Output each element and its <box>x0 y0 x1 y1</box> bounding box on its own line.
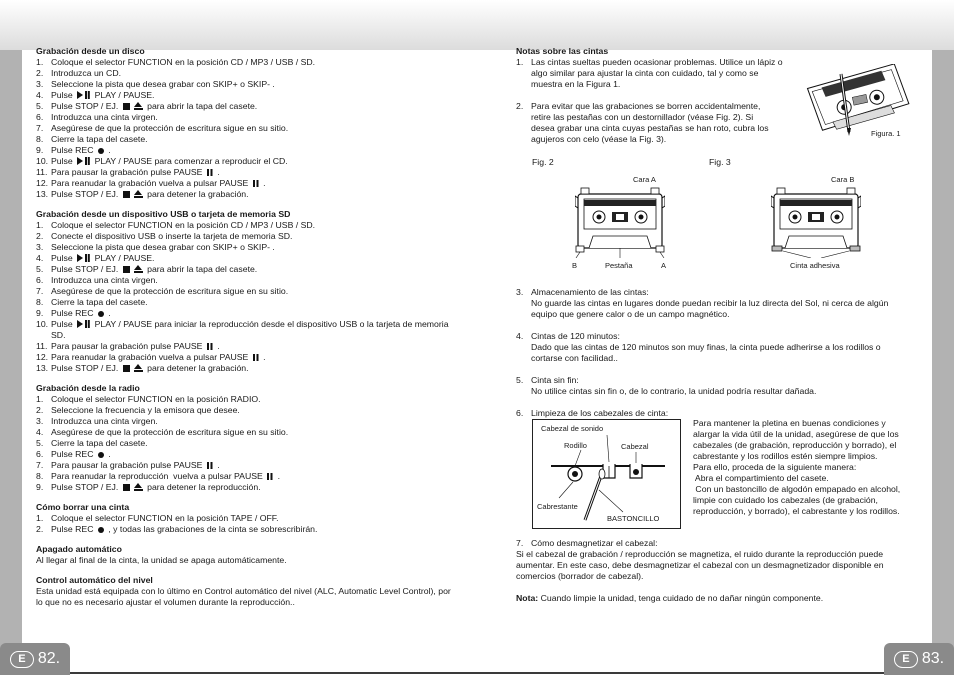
right-notes-end <box>516 538 916 604</box>
list-item <box>36 79 456 90</box>
list-text <box>51 363 456 374</box>
page-number-right <box>884 643 954 675</box>
list-number: 8. <box>36 471 44 481</box>
list-text <box>51 264 456 275</box>
list-number: 6. <box>36 275 44 285</box>
header-band <box>0 0 954 50</box>
list-text <box>51 57 456 68</box>
list-number: 1. <box>36 513 44 523</box>
list-text <box>51 253 456 264</box>
list-item <box>36 460 456 471</box>
list-item <box>36 363 456 374</box>
list-text <box>51 231 456 242</box>
list-item <box>36 297 456 308</box>
text-run: Pulse REC <box>51 524 96 534</box>
list-number: 4. <box>36 253 44 263</box>
note-3-text: No guarde las cintas en lugares donde puedan recibir la luz directa del Sol, ni cerca de algún equipo que genere calor o de un campo magnético. <box>531 298 889 319</box>
eject-icon <box>134 364 143 372</box>
list-text <box>51 156 456 167</box>
left-page-content <box>36 46 456 608</box>
list-text <box>51 513 456 524</box>
list-item <box>36 68 456 79</box>
text-run: Asegúrese de que la protección de escritura sigue en su sitio. <box>51 123 289 133</box>
list-number: 1. <box>36 220 44 230</box>
list-number: 12. <box>36 178 49 188</box>
list-number: 11. <box>36 167 48 177</box>
text-run: PLAY / PAUSE para comenzar a reproducir el CD. <box>92 156 288 166</box>
list-number: 7. <box>36 460 44 470</box>
list-number: 7. <box>36 123 44 133</box>
list-item <box>36 394 456 405</box>
section-title: Cómo borrar una cinta <box>36 502 130 512</box>
stop-icon <box>123 191 130 198</box>
text-run: . <box>105 145 111 155</box>
text-run: Cierre la tapa del casete. <box>51 134 148 144</box>
text-run: Asegúrese de que la protección de escritura sigue en su sitio. <box>51 286 289 296</box>
figure-1-cassette-pencil <box>805 64 915 139</box>
text-run: para abrir la tapa del casete. <box>144 264 258 274</box>
text-run: Pulse STOP / EJ. <box>51 482 121 492</box>
text-run: Pulse REC <box>51 145 96 155</box>
list-item <box>36 438 456 449</box>
notes-title: Notas sobre las cintas <box>516 46 609 56</box>
note-6-line: Para ello, proceda de la siguiente manera: <box>693 462 857 472</box>
list-number: 13. <box>36 189 49 199</box>
note-4-text: Dado que las cintas de 120 minutos son muy finas, la cinta puede adherirse a los rodillos o cortarse con facilidad.. <box>531 342 881 363</box>
text-run: Seleccione la frecuencia y la emisora que desee. <box>51 405 240 415</box>
stop-icon <box>123 103 130 110</box>
list-text <box>51 405 456 416</box>
list-number: 2. <box>36 231 44 241</box>
list-text <box>51 449 456 460</box>
text-run: Seleccione la pista que desea grabar con SKIP+ o SKIP- . <box>51 79 275 89</box>
note-5-text: No utilice cintas sin fin o, de lo contrario, la unidad podría resultar dañada. <box>531 386 817 396</box>
list-item <box>36 352 456 363</box>
list-text <box>51 308 456 319</box>
text-run: Pulse STOP / EJ. <box>51 363 121 373</box>
section-paragraph: Al llegar al final de la cinta, la unidad se apaga automáticamente. <box>36 555 287 565</box>
note-6-line: cabrestante y los rodillos estén siempre limpios. <box>693 451 878 461</box>
list-item <box>36 513 456 524</box>
list-text <box>51 275 456 286</box>
text-run: Pulse STOP / EJ. <box>51 189 121 199</box>
list-text <box>51 178 456 189</box>
nota <box>516 593 916 604</box>
note-6-line: Para mantener la pletina en buenas condiciones y <box>693 418 886 428</box>
list-item <box>36 286 456 297</box>
text-run: Conecte el dispositivo USB o inserte la tarjeta de memoria SD. <box>51 231 293 241</box>
pause-icon <box>207 343 213 350</box>
eject-icon <box>134 102 143 110</box>
fig3-label-cinta-adhesiva: Cinta adhesiva <box>790 261 840 270</box>
list-text <box>51 438 456 449</box>
list-number: 3. <box>36 79 44 89</box>
note-6-line: Con un bastoncillo de algodón empapado en alcohol, <box>693 484 901 494</box>
list-item <box>36 242 456 253</box>
stop-icon <box>123 484 130 491</box>
list-text <box>51 134 456 145</box>
list-text <box>51 297 456 308</box>
list-item <box>36 482 456 493</box>
list-item <box>36 220 456 231</box>
play-pause-icon <box>77 254 90 262</box>
list-item <box>36 275 456 286</box>
list-text <box>51 286 456 297</box>
note-4: 4. Cintas de 120 minutos: <box>516 331 620 341</box>
fig2-label-b: B <box>572 261 578 270</box>
left-margin-bar <box>0 50 22 675</box>
text-run: Pulse <box>51 156 76 166</box>
list-item <box>36 178 456 189</box>
list-text <box>51 416 456 427</box>
text-run: para detener la grabación. <box>144 189 249 199</box>
text-run: Coloque el selector FUNCTION en la posición CD / MP3 / USB / SD. <box>51 57 316 67</box>
text-run: Asegúrese de que la protección de escritura sigue en su sitio. <box>51 427 289 437</box>
note-6-line: cabezales (de grabación, reproducción y borrado), el <box>693 440 897 450</box>
note-2: 2. Para evitar que las grabaciones se borren accidentalmente, retire las pestañas con un destornillador (véase Fig. 2). Si desea grabar una cinta cuyas pestañas se han roto, cubra los agujeros con celo (véase la Fig. 3). <box>516 101 769 144</box>
list-number: 2. <box>36 524 44 534</box>
page-number-82: 82. <box>37 650 61 667</box>
stop-icon <box>123 365 130 372</box>
eject-icon <box>134 190 143 198</box>
text-run: Pulse STOP / EJ. <box>51 264 121 274</box>
label-cabezal-sonido: Cabezal de sonido <box>541 424 604 433</box>
text-run: Para reanudar la reproducción vuelva a pulsar PAUSE <box>51 471 266 481</box>
list-number: 4. <box>36 427 44 437</box>
right-margin-bar <box>932 50 954 675</box>
list-number: 1. <box>36 57 44 67</box>
eject-icon <box>134 483 143 491</box>
list-number: 6. <box>36 449 44 459</box>
pause-icon <box>267 473 273 480</box>
text-run: PLAY / PAUSE. <box>92 90 155 100</box>
text-run: Pulse REC <box>51 449 96 459</box>
eject-icon <box>134 265 143 273</box>
pause-icon <box>207 169 213 176</box>
note-6-line: limpie con cuidado los cabezales (de grabación, <box>693 495 878 505</box>
list-number: 5. <box>36 264 44 274</box>
note-1: 1. Las cintas sueltas pueden ocasionar problemas. Utilice un lápiz o algo similar para ajustar la cinta con cuidado, tal y como se muestra en la Figura 1. <box>516 57 783 89</box>
text-run: para detener la grabación. <box>144 363 249 373</box>
text-run: Para pausar la grabación pulse PAUSE <box>51 341 205 351</box>
section-title: Control automático del nivel <box>36 575 153 585</box>
list-text <box>51 460 456 471</box>
list-text <box>51 352 456 363</box>
fig-2-label: Fig. 2 <box>532 157 554 167</box>
text-run: Para reanudar la grabación vuelva a pulsar PAUSE <box>51 352 251 362</box>
list-number: 1. <box>36 394 44 404</box>
note-6-text <box>693 418 923 517</box>
text-run: Para reanudar la grabación vuelva a pulsar PAUSE <box>51 178 251 188</box>
text-run: Seleccione la pista que desea grabar con SKIP+ o SKIP- . <box>51 242 275 252</box>
list-item <box>36 123 456 134</box>
list-text <box>51 101 456 112</box>
text-run: . <box>275 471 281 481</box>
text-run: . <box>105 449 111 459</box>
list-number: 3. <box>36 416 44 426</box>
list-number: 11. <box>36 341 48 351</box>
list-text <box>51 167 456 178</box>
section-paragraph: Esta unidad está equipada con lo último en Control automático del nivel (ALC, Automatic Level Control), por lo que no es necesario ajustar el volumen durante la reproducción.. <box>36 586 451 607</box>
list-item <box>36 341 456 352</box>
record-icon <box>98 452 104 458</box>
list-number: 13. <box>36 363 49 373</box>
note-6: 6. Limpieza de los cabezales de cinta: <box>516 408 669 418</box>
list-number: 9. <box>36 145 44 155</box>
list-item <box>36 112 456 123</box>
list-text <box>51 482 456 493</box>
page-number-left <box>0 643 70 675</box>
list-text <box>51 427 456 438</box>
label-rodillo: Rodillo <box>564 441 587 450</box>
list-text <box>51 242 456 253</box>
list-item <box>36 156 456 167</box>
list-number: 10. <box>36 319 49 329</box>
text-run: PLAY / PAUSE para iniciar la reproducción desde el dispositivo USB o la tarjeta de memoria SD. <box>51 319 451 340</box>
text-run: Cierre la tapa del casete. <box>51 297 148 307</box>
head-cleaning-drawing <box>533 420 680 528</box>
text-run: Introduzca un CD. <box>51 68 122 78</box>
play-pause-icon <box>77 91 90 99</box>
nota-label: Nota: <box>516 593 539 603</box>
list-text <box>51 341 456 352</box>
language-badge-left: E <box>10 651 34 668</box>
list-item <box>36 264 456 275</box>
text-run: Introduzca una cinta virgen. <box>51 275 158 285</box>
figura-1-label: Figura. 1 <box>871 129 901 138</box>
text-run: PLAY / PAUSE. <box>92 253 155 263</box>
section-title: Grabación desde la radio <box>36 383 140 393</box>
note-5: 5. Cinta sin fin: <box>516 375 579 385</box>
text-run: Pulse <box>51 90 76 100</box>
section-title: Apagado automático <box>36 544 122 554</box>
list-number: 2. <box>36 68 44 78</box>
list-number: 2. <box>36 405 44 415</box>
fig2-label-pestana: Pestaña <box>605 261 633 270</box>
list-item <box>36 231 456 242</box>
list-number: 3. <box>36 242 44 252</box>
text-run: . <box>105 308 111 318</box>
list-item <box>36 167 456 178</box>
note-6-line: reproducción, y borrado), el cabrestante y los rodillos. <box>693 506 900 516</box>
note-6-line: Abra el compartimiento del casete. <box>693 473 829 483</box>
list-number: 6. <box>36 112 44 122</box>
text-run: . <box>214 460 220 470</box>
list-text <box>51 112 456 123</box>
play-pause-icon <box>77 157 90 165</box>
label-cabrestante: Cabrestante <box>537 502 578 511</box>
text-run: . <box>214 341 220 351</box>
list-item <box>36 253 456 264</box>
right-notes-lower <box>516 287 916 419</box>
list-text <box>51 394 456 405</box>
note-7: 7. Cómo desmagnetizar el cabezal: <box>516 538 658 548</box>
figure-3-cassette <box>771 186 861 258</box>
list-number: 4. <box>36 90 44 100</box>
list-number: 9. <box>36 482 44 492</box>
list-text <box>51 145 456 156</box>
list-text <box>51 524 456 535</box>
list-number: 10. <box>36 156 49 166</box>
text-run: Para pausar la grabación pulse PAUSE <box>51 460 205 470</box>
list-item <box>36 134 456 145</box>
text-run: Introduzca una cinta virgen. <box>51 112 158 122</box>
stop-icon <box>123 266 130 273</box>
list-number: 5. <box>36 101 44 111</box>
section-title: Grabación desde un dispositivo USB o tarjeta de memoria SD <box>36 209 291 219</box>
text-run: Pulse STOP / EJ. <box>51 101 121 111</box>
list-item <box>36 57 456 68</box>
pause-icon <box>253 180 259 187</box>
list-item <box>36 308 456 319</box>
list-text <box>51 79 456 90</box>
list-number: 8. <box>36 297 44 307</box>
record-icon <box>98 311 104 317</box>
list-number: 9. <box>36 308 44 318</box>
list-text <box>51 123 456 134</box>
fig3-cara-b: Cara B <box>831 175 855 184</box>
text-run: para abrir la tapa del casete. <box>144 101 258 111</box>
page-number-83: 83. <box>921 650 945 667</box>
text-run: . <box>260 178 266 188</box>
label-bastoncillo: BASTONCILLO <box>607 514 660 523</box>
list-item <box>36 471 456 482</box>
figure-2-cassette <box>575 186 665 258</box>
head-cleaning-figure <box>532 419 681 529</box>
pause-icon <box>207 462 213 469</box>
section-title: Grabación desde un disco <box>36 46 145 56</box>
text-run: , y todas las grabaciones de la cinta se sobrescribirán. <box>105 524 318 534</box>
text-run: . <box>214 167 220 177</box>
nota-text: Cuando limpie la unidad, tenga cuidado de no dañar ningún componente. <box>538 593 824 603</box>
list-text <box>51 471 456 482</box>
text-run: Coloque el selector FUNCTION en la posición RADIO. <box>51 394 261 404</box>
list-text <box>51 90 456 101</box>
text-run: Introduzca una cinta virgen. <box>51 416 158 426</box>
list-item <box>36 189 456 200</box>
record-icon <box>98 148 104 154</box>
text-run: Coloque el selector FUNCTION en la posición CD / MP3 / USB / SD. <box>51 220 316 230</box>
list-item <box>36 319 456 341</box>
list-item <box>36 145 456 156</box>
list-item <box>36 101 456 112</box>
text-run: Cierre la tapa del casete. <box>51 438 148 448</box>
list-item <box>36 449 456 460</box>
list-item <box>36 524 456 535</box>
note-7-text: Si el cabezal de grabación / reproducción se magnetiza, el ruido durante la reproducción puede aumentar. En este caso, debe desmagnetizar el cabezal con un desmagnetizador disponible en comercios (borrador de cabezal). <box>516 549 884 581</box>
fig2-label-a: A <box>661 261 667 270</box>
text-run: Coloque el selector FUNCTION en la posición TAPE / OFF. <box>51 513 279 523</box>
list-item <box>36 427 456 438</box>
record-icon <box>98 527 104 533</box>
note-3: 3. Almacenamiento de las cintas: <box>516 287 649 297</box>
list-item <box>36 416 456 427</box>
text-run: Para pausar la grabación pulse PAUSE <box>51 167 205 177</box>
text-run: para detener la reproducción. <box>144 482 261 492</box>
text-run: Pulse <box>51 319 76 329</box>
label-cabezal: Cabezal <box>621 442 649 451</box>
note-6-line: alargar la vida útil de la unidad, asegúrese de que los <box>693 429 899 439</box>
list-text <box>51 220 456 231</box>
fig2-cara-a: Cara A <box>633 175 656 184</box>
list-item <box>36 90 456 101</box>
text-run: Pulse <box>51 253 76 263</box>
list-number: 7. <box>36 286 44 296</box>
language-badge-right: E <box>894 651 918 668</box>
play-pause-icon <box>77 320 90 328</box>
list-item <box>36 405 456 416</box>
text-run: . <box>260 352 266 362</box>
list-text <box>51 319 456 341</box>
list-number: 5. <box>36 438 44 448</box>
list-text <box>51 68 456 79</box>
fig-3-label: Fig. 3 <box>709 157 731 167</box>
pause-icon <box>253 354 259 361</box>
list-text <box>51 189 456 200</box>
text-run: Pulse REC <box>51 308 96 318</box>
footer-rule <box>70 672 884 674</box>
list-number: 12. <box>36 352 49 362</box>
list-number: 8. <box>36 134 44 144</box>
